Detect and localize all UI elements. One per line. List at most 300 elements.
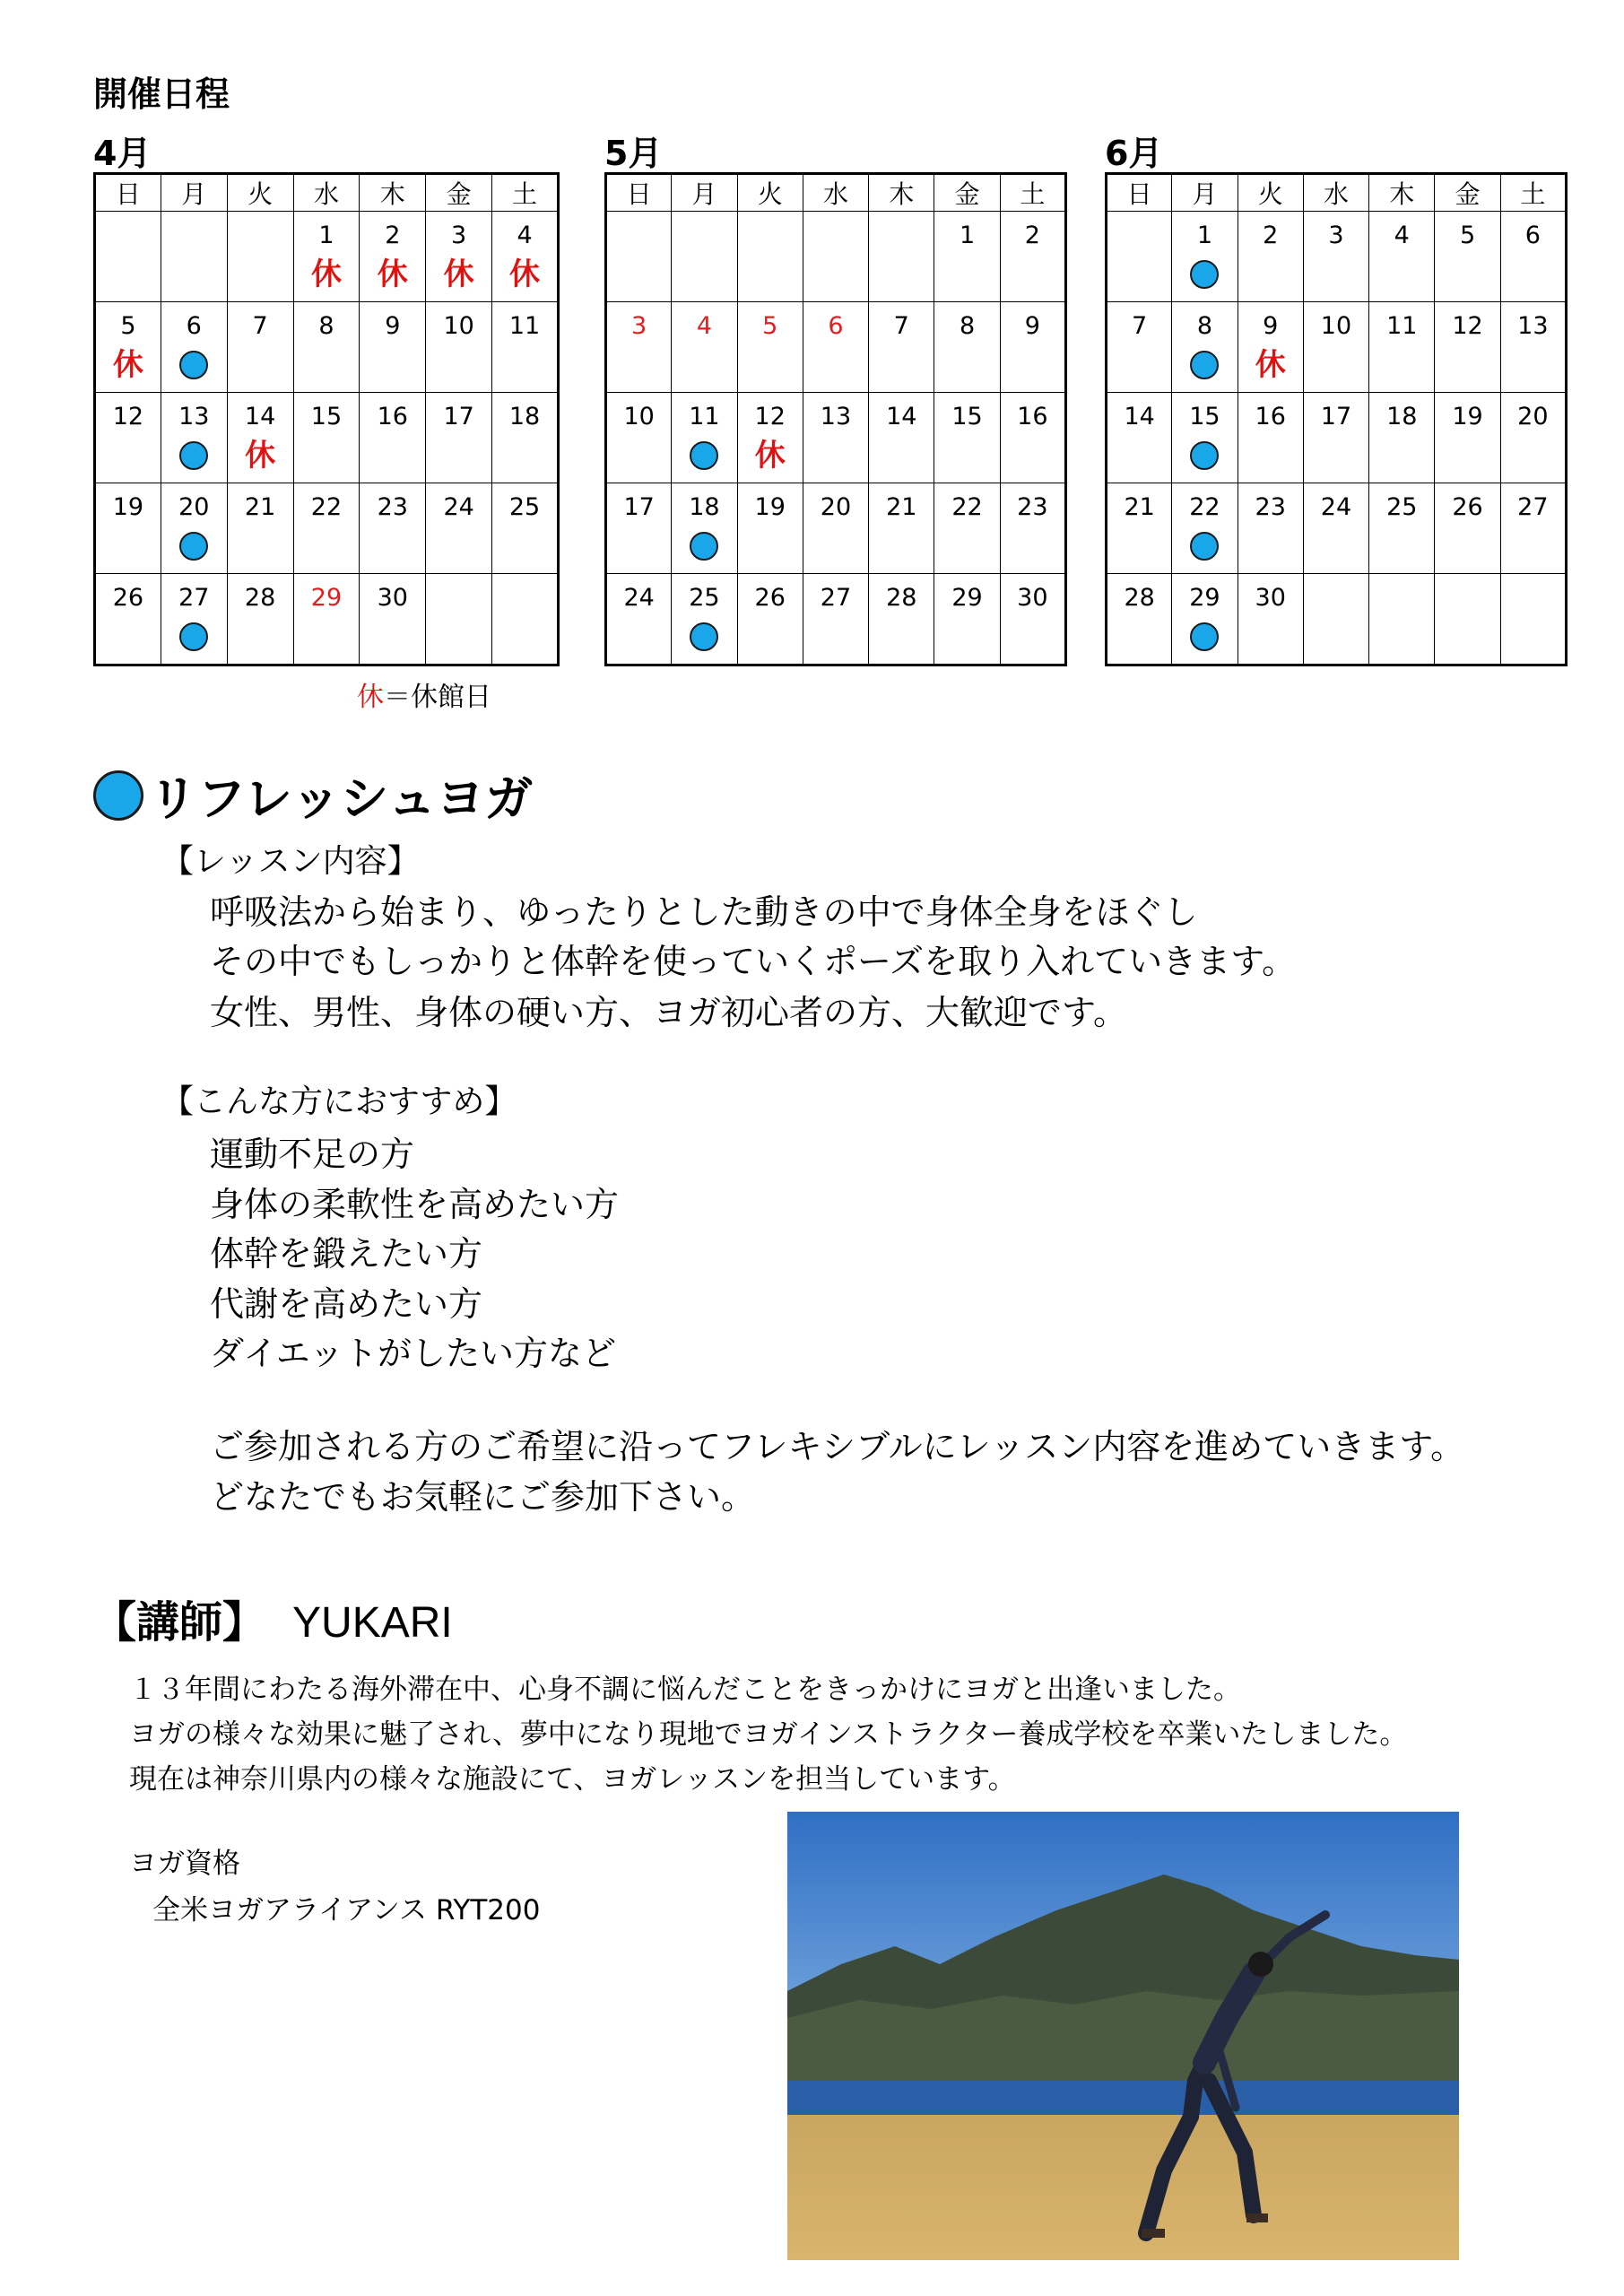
yoga-class-dot-icon: [690, 441, 718, 470]
day-mark: [426, 526, 491, 566]
day-number: 30: [377, 584, 408, 612]
day-number: 14: [244, 403, 276, 430]
calendar-day-cell: [293, 574, 360, 665]
calendar-day-cell: [803, 212, 868, 302]
day-mark: [492, 526, 557, 566]
day-number: 23: [1017, 493, 1048, 521]
weekday-header: 金: [1435, 174, 1500, 212]
day-number: 7: [252, 312, 268, 340]
day-number: 14: [886, 403, 917, 430]
day-number: 12: [1452, 312, 1483, 340]
day-mark: [161, 617, 227, 657]
day-number: [607, 222, 671, 249]
day-number: [1369, 585, 1434, 612]
calendar-day-cell: [672, 302, 737, 393]
day-mark: [426, 345, 491, 385]
recommend-heading: 【こんな方におすすめ】: [161, 1083, 517, 1120]
day-mark: [1238, 617, 1303, 657]
lesson-line: 呼吸法から始まり、ゆったりとした動きの中で身体全身をほぐし: [210, 892, 1198, 932]
month-label-june: 6月: [1105, 134, 1163, 173]
day-number: 14: [1124, 403, 1155, 430]
closed-day-mark: 休: [112, 347, 143, 383]
day-number: 29: [1189, 584, 1220, 612]
day-number: [803, 222, 868, 249]
day-number: 17: [1320, 403, 1352, 430]
day-number: 20: [178, 493, 210, 521]
calendar-day-cell: [934, 574, 1000, 665]
day-number: 9: [1263, 312, 1279, 340]
calendar-day-cell: [227, 302, 293, 393]
calendar-day-cell: [293, 483, 360, 574]
cert-heading: ヨガ資格: [129, 1848, 240, 1880]
day-number: 24: [623, 584, 655, 612]
day-number: 11: [689, 403, 720, 430]
weekday-header: 月: [161, 174, 227, 212]
day-mark: [294, 436, 360, 475]
day-mark: [228, 617, 293, 657]
day-number: 4: [696, 312, 713, 340]
day-mark: [1172, 345, 1237, 385]
calendar-week-row: [606, 393, 1066, 483]
calendar-day-cell: [1435, 212, 1500, 302]
day-mark: [1172, 255, 1237, 294]
day-mark: [607, 345, 671, 385]
day-mark: [1001, 436, 1064, 475]
day-number: 5: [762, 312, 778, 340]
day-mark: [492, 345, 557, 385]
day-number: 28: [886, 584, 917, 612]
calendar-day-cell: [934, 302, 1000, 393]
calendar-day-cell: [803, 393, 868, 483]
calendar-day-cell: [1107, 302, 1172, 393]
weekday-header: 木: [1369, 174, 1435, 212]
calendar-day-cell: [1000, 212, 1065, 302]
calendar-day-cell: [1172, 574, 1238, 665]
day-mark: [672, 526, 736, 566]
day-mark: [607, 255, 671, 294]
calendar-day-cell: [934, 212, 1000, 302]
day-mark: [360, 617, 425, 657]
calendar-day-cell: [606, 393, 672, 483]
calendar-day-cell: [803, 302, 868, 393]
day-number: 11: [1386, 312, 1418, 340]
calendar-day-cell: [1303, 574, 1368, 665]
day-number: 11: [508, 312, 541, 340]
day-number: 29: [310, 584, 343, 612]
day-mark: [1304, 526, 1368, 566]
day-mark: [1435, 436, 1499, 475]
weekday-header: 金: [426, 174, 492, 212]
day-number: 8: [1196, 312, 1213, 340]
day-number: 8: [318, 312, 334, 340]
calendar-day-cell: [1435, 483, 1500, 574]
calendar-day-cell: [1369, 302, 1435, 393]
day-number: [161, 222, 227, 249]
day-mark: [1369, 436, 1434, 475]
day-number: [228, 222, 293, 249]
calendar-day-cell: [1107, 483, 1172, 574]
day-mark: [1001, 526, 1064, 566]
day-number: 5: [1459, 222, 1476, 249]
day-number: [1304, 585, 1368, 612]
day-number: 18: [689, 493, 720, 521]
day-mark: [672, 345, 736, 385]
closed-day-mark: 休: [443, 257, 474, 292]
closed-legend: [357, 674, 491, 714]
day-mark: [672, 436, 736, 475]
calendar-week-row: [1107, 574, 1567, 665]
yoga-class-dot-icon: [1190, 351, 1219, 379]
calendar-day-cell: [606, 574, 672, 665]
day-mark: [869, 617, 934, 657]
weekday-header: 土: [1500, 174, 1566, 212]
day-number: 20: [1517, 403, 1549, 430]
calendar-week-row: [606, 212, 1066, 302]
closing-line: ご参加される方のご希望に沿ってフレキシブルにレッスン内容を進めていきます。: [210, 1427, 1465, 1466]
calendar-day-cell: [1369, 393, 1435, 483]
weekday-header: 木: [869, 174, 934, 212]
calendar-day-cell: [161, 574, 227, 665]
calendar-day-cell: [934, 483, 1000, 574]
calendar-day-cell: [869, 302, 934, 393]
day-number: 15: [310, 403, 343, 430]
day-number: 25: [1386, 493, 1418, 521]
day-mark: [738, 255, 803, 294]
day-mark: [1304, 436, 1368, 475]
day-mark: [738, 617, 803, 657]
calendar-week-row: [95, 212, 559, 302]
calendar-day-cell: [227, 483, 293, 574]
calendar-day-cell: [1000, 393, 1065, 483]
day-mark: [228, 526, 293, 566]
yoga-photo-illustration: [787, 1812, 1459, 2260]
month-label-april: 4月: [93, 134, 152, 173]
yoga-class-dot-icon: [1190, 441, 1219, 470]
calendar-june: [1105, 172, 1568, 666]
calendar-day-cell: [1369, 212, 1435, 302]
calendar-day-cell: [492, 302, 559, 393]
calendar-may: [604, 172, 1067, 666]
day-number: 28: [1124, 584, 1155, 612]
yoga-title-text: リフレッシュヨガ: [149, 770, 534, 827]
day-mark: [607, 436, 671, 475]
calendar-day-cell: [360, 302, 426, 393]
calendar-day-cell: [1000, 483, 1065, 574]
calendar-week-row: [606, 483, 1066, 574]
calendar-day-cell: [1107, 574, 1172, 665]
day-number: 25: [689, 584, 720, 612]
day-mark: [1238, 345, 1303, 385]
day-number: 9: [1024, 312, 1040, 340]
day-mark: [738, 526, 803, 566]
day-mark: [1435, 345, 1499, 385]
day-number: 5: [120, 312, 136, 340]
day-number: 16: [377, 403, 408, 430]
weekday-header: 金: [934, 174, 1000, 212]
day-mark: [1435, 255, 1499, 294]
calendar-day-cell: [161, 483, 227, 574]
calendar-day-cell: [227, 212, 293, 302]
day-mark: [934, 255, 999, 294]
closed-day-mark: 休: [377, 257, 408, 292]
calendar-day-cell: [1500, 212, 1566, 302]
calendar-day-cell: [934, 393, 1000, 483]
calendar-day-cell: [360, 574, 426, 665]
day-mark: [1501, 526, 1565, 566]
weekday-header: 火: [1238, 174, 1303, 212]
day-number: 6: [186, 312, 202, 340]
closed-day-mark: 休: [754, 438, 786, 474]
day-number: 16: [1017, 403, 1048, 430]
day-mark: [492, 255, 557, 294]
day-mark: [294, 526, 360, 566]
day-number: 3: [1328, 222, 1344, 249]
day-mark: [1107, 436, 1171, 475]
instructor-label: 【講師】: [93, 1597, 266, 1648]
calendar-day-cell: [426, 302, 492, 393]
month-label-may: 5月: [604, 134, 663, 173]
day-number: 13: [1517, 312, 1549, 340]
calendar-week-row: [1107, 302, 1567, 393]
calendar-day-cell: [606, 212, 672, 302]
lesson-line: 女性、男性、身体の硬い方、ヨガ初心者の方、大歓迎です。: [210, 993, 1127, 1032]
calendar-day-cell: [492, 483, 559, 574]
calendar-day-cell: [1303, 302, 1368, 393]
day-number: 26: [112, 584, 144, 612]
day-number: 10: [623, 403, 655, 430]
calendar-week-row: [606, 574, 1066, 665]
calendar-week-row: [95, 574, 559, 665]
day-number: 4: [1394, 222, 1410, 249]
day-mark: [96, 526, 161, 566]
day-number: 21: [886, 493, 917, 521]
weekday-header: 月: [1172, 174, 1238, 212]
day-number: 8: [959, 312, 976, 340]
day-mark: [294, 617, 360, 657]
calendar-day-cell: [1238, 483, 1303, 574]
day-mark: [1369, 617, 1434, 657]
lesson-line: その中でもしっかりと体幹を使っていくポーズを取り入れていきます。: [210, 942, 1297, 981]
day-number: 6: [828, 312, 844, 340]
day-number: 12: [754, 403, 786, 430]
weekday-header: 月: [672, 174, 737, 212]
day-number: 10: [443, 312, 474, 340]
calendar-day-cell: [737, 574, 803, 665]
calendar-day-cell: [1435, 393, 1500, 483]
calendar-day-cell: [1500, 574, 1566, 665]
calendar-day-cell: [227, 393, 293, 483]
cert-value: 全米ヨガアライアンス RYT200: [152, 1894, 541, 1926]
yoga-class-dot-icon: [690, 532, 718, 561]
weekday-header: 土: [1000, 174, 1065, 212]
recommend-line: 身体の柔軟性を高めたい方: [210, 1185, 620, 1224]
day-mark: [607, 526, 671, 566]
calendar-week-row: [1107, 483, 1567, 574]
recommend-line: ダイエットがしたい方など: [210, 1334, 616, 1373]
day-mark: [1501, 345, 1565, 385]
day-mark: [1001, 255, 1064, 294]
day-mark: [1435, 526, 1499, 566]
day-number: 30: [1017, 584, 1048, 612]
calendar-day-cell: [161, 393, 227, 483]
yoga-class-dot-icon: [690, 622, 718, 651]
day-number: [1501, 585, 1565, 612]
calendar-day-cell: [426, 483, 492, 574]
calendar-day-cell: [1303, 483, 1368, 574]
day-mark: [869, 436, 934, 475]
calendar-week-row: [606, 302, 1066, 393]
day-number: 20: [820, 493, 852, 521]
closed-day-mark: 休: [509, 257, 541, 292]
calendar-day-cell: [1238, 212, 1303, 302]
day-mark: [934, 617, 999, 657]
day-mark: [934, 345, 999, 385]
calendar-day-cell: [1238, 302, 1303, 393]
legend-closed-text: ＝休館日: [384, 682, 491, 713]
day-number: 27: [178, 584, 210, 612]
calendar-day-cell: [1172, 483, 1238, 574]
day-mark: [1304, 255, 1368, 294]
day-mark: [228, 255, 293, 294]
day-number: 26: [754, 584, 786, 612]
day-mark: [1435, 617, 1499, 657]
calendar-week-row: [1107, 212, 1567, 302]
recommend-line: 運動不足の方: [210, 1135, 415, 1174]
calendar-day-cell: [1238, 393, 1303, 483]
weekday-header: 木: [360, 174, 426, 212]
day-mark: [1369, 345, 1434, 385]
day-mark: [228, 436, 293, 475]
yoga-class-dot-icon: [179, 622, 208, 651]
day-number: 4: [517, 222, 533, 249]
day-mark: [1238, 526, 1303, 566]
day-mark: [1001, 617, 1064, 657]
bio-line: 現在は神奈川県内の様々な施設にて、ヨガレッスンを担当しています。: [129, 1763, 1016, 1796]
calendar-day-cell: [227, 574, 293, 665]
yoga-class-dot-icon: [179, 351, 208, 379]
day-number: 17: [623, 493, 655, 521]
day-mark: [1107, 255, 1171, 294]
day-mark: [96, 345, 161, 385]
calendar-day-cell: [293, 212, 360, 302]
calendar-day-cell: [672, 483, 737, 574]
calendar-week-row: [95, 483, 559, 574]
day-number: 13: [820, 403, 852, 430]
calendar-day-cell: [672, 212, 737, 302]
calendar-day-cell: [1435, 302, 1500, 393]
day-mark: [1172, 436, 1237, 475]
day-mark: [1172, 526, 1237, 566]
day-mark: [426, 617, 491, 657]
calendar-day-cell: [1238, 574, 1303, 665]
day-mark: [738, 436, 803, 475]
calendar-day-cell: [606, 302, 672, 393]
day-mark: [869, 345, 934, 385]
day-mark: [738, 345, 803, 385]
calendar-day-cell: [737, 483, 803, 574]
calendar-day-cell: [803, 483, 868, 574]
calendar-day-cell: [1172, 212, 1238, 302]
instructor-yoga-photo: [787, 1812, 1459, 2260]
day-mark: [360, 345, 425, 385]
day-mark: [492, 617, 557, 657]
calendar-day-cell: [293, 302, 360, 393]
day-number: 30: [1255, 584, 1286, 612]
day-number: 16: [1255, 403, 1286, 430]
day-number: [738, 222, 803, 249]
day-mark: [360, 436, 425, 475]
calendar-day-cell: [1172, 393, 1238, 483]
day-mark: [803, 617, 868, 657]
calendar-day-cell: [1000, 302, 1065, 393]
bio-line: １３年間にわたる海外滞在中、心身不調に悩んだことをきっかけにヨガと出逢いました。: [129, 1674, 1241, 1706]
day-number: [492, 585, 557, 612]
day-number: [426, 585, 491, 612]
weekday-header: 日: [1107, 174, 1172, 212]
bio-line: ヨガの様々な効果に魅了され、夢中になり現地でヨガインストラクター養成学校を卒業いたしました。: [129, 1718, 1408, 1751]
day-number: 15: [951, 403, 983, 430]
yoga-title: [93, 761, 533, 830]
weekday-header: 日: [95, 174, 161, 212]
day-mark: [426, 436, 491, 475]
calendar-day-cell: [293, 393, 360, 483]
closed-day-mark: 休: [310, 257, 342, 292]
calendar-day-cell: [803, 574, 868, 665]
calendar-day-cell: [1000, 574, 1065, 665]
weekday-header: 日: [606, 174, 672, 212]
yoga-class-dot-icon: [1190, 532, 1219, 561]
day-number: 22: [1189, 493, 1220, 521]
calendar-day-cell: [737, 212, 803, 302]
calendar-day-cell: [95, 302, 161, 393]
weekday-header: 水: [803, 174, 868, 212]
calendar-week-row: [1107, 393, 1567, 483]
day-mark: [360, 255, 425, 294]
day-mark: [161, 526, 227, 566]
day-number: 3: [631, 312, 647, 340]
instructor-name: YUKARI: [292, 1599, 453, 1647]
day-number: 2: [1263, 222, 1279, 249]
calendar-day-cell: [606, 483, 672, 574]
day-number: 25: [508, 493, 541, 521]
calendar-day-cell: [1500, 302, 1566, 393]
recommend-line: 体幹を鍛えたい方: [210, 1234, 483, 1274]
calendar-day-cell: [1172, 302, 1238, 393]
day-number: 3: [451, 222, 467, 249]
day-number: 26: [1452, 493, 1483, 521]
day-number: 1: [318, 222, 334, 249]
day-number: 13: [178, 403, 210, 430]
day-number: 22: [310, 493, 343, 521]
day-number: 2: [385, 222, 401, 249]
day-number: 27: [1517, 493, 1549, 521]
closed-day-mark: 休: [1255, 347, 1286, 383]
day-mark: [1107, 526, 1171, 566]
calendar-day-cell: [1369, 483, 1435, 574]
yoga-class-dot-icon: [179, 532, 208, 561]
day-number: 21: [244, 493, 276, 521]
calendar-day-cell: [1107, 212, 1172, 302]
day-number: 10: [1320, 312, 1352, 340]
calendar-day-cell: [492, 212, 559, 302]
day-mark: [1369, 526, 1434, 566]
day-mark: [161, 436, 227, 475]
day-mark: [161, 255, 227, 294]
day-number: 15: [1189, 403, 1220, 430]
calendar-day-cell: [1303, 393, 1368, 483]
day-mark: [1107, 617, 1171, 657]
calendar-day-cell: [360, 393, 426, 483]
